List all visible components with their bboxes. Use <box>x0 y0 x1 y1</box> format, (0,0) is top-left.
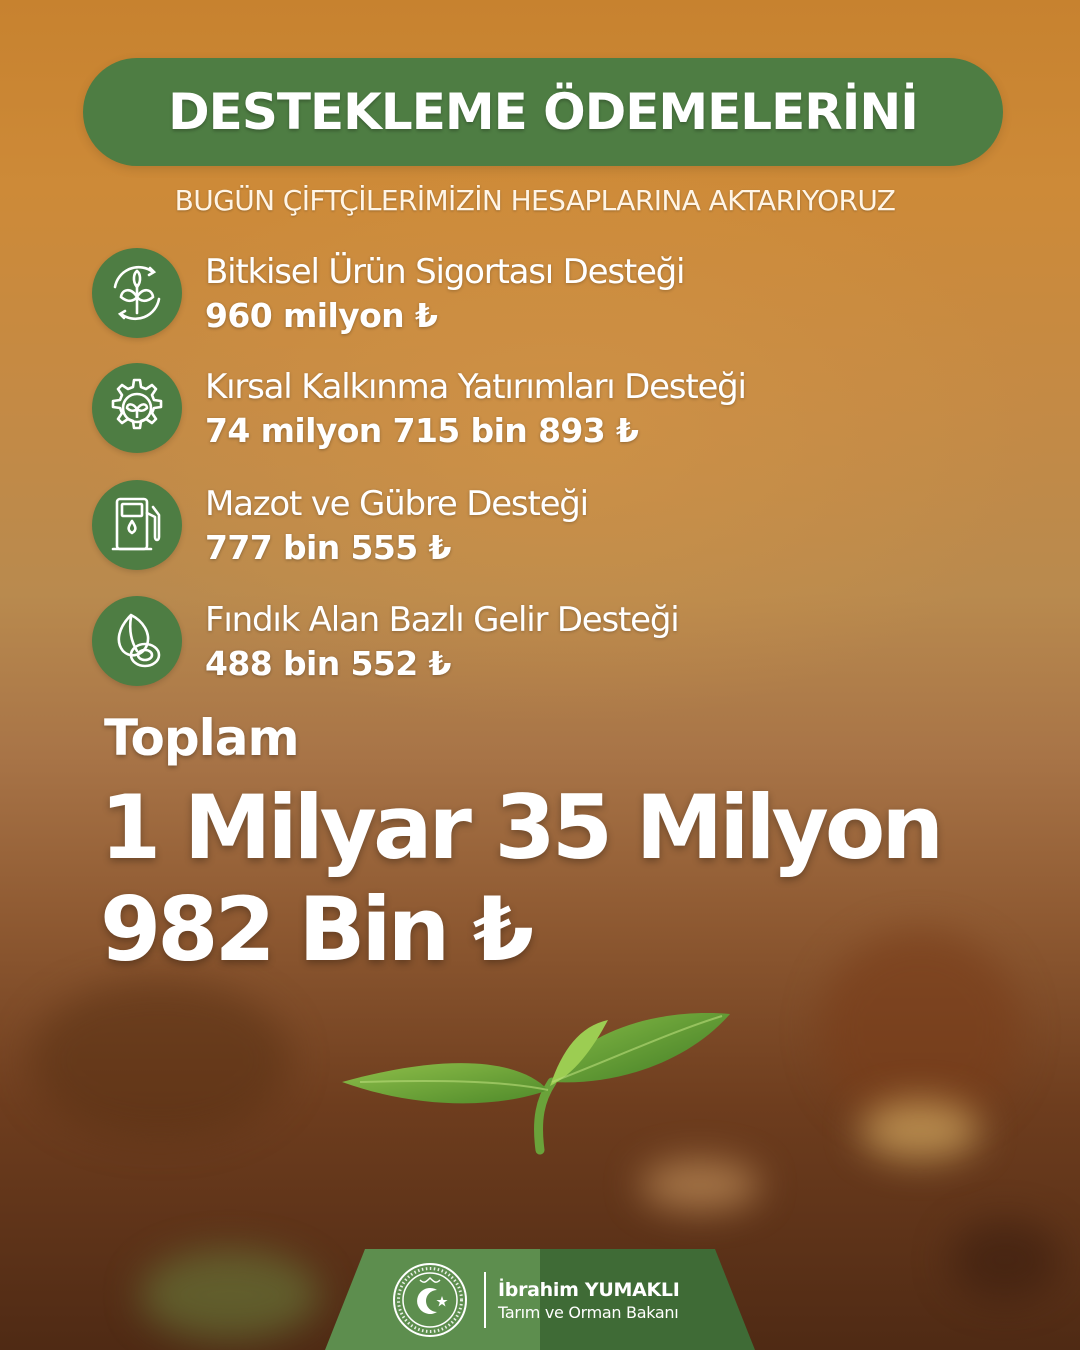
item-amount: 960 milyon ₺ <box>205 296 438 335</box>
support-item-plant-insurance <box>92 248 992 340</box>
bokeh-spot <box>860 1100 980 1160</box>
headline-banner <box>83 58 1003 166</box>
plant-cycle-icon <box>92 248 182 338</box>
minister-info <box>498 1279 680 1322</box>
footer-signature <box>390 1255 720 1345</box>
ministry-emblem-icon <box>390 1260 470 1340</box>
item-label: Mazot ve Gübre Desteği <box>205 484 588 524</box>
total-label: Toplam <box>104 709 299 767</box>
footer-divider <box>484 1272 486 1328</box>
support-item-rural-development <box>92 363 992 455</box>
sprout-illustration <box>330 990 750 1160</box>
support-item-hazelnut <box>92 596 992 688</box>
support-item-fuel-fertilizer <box>92 480 992 572</box>
minister-title: Tarım ve Orman Bakanı <box>498 1302 679 1322</box>
bokeh-spot <box>140 1250 320 1340</box>
item-amount: 777 bin 555 ₺ <box>205 528 451 567</box>
total-amount-line-2: 982 Bin ₺ <box>100 878 531 981</box>
minister-name: İbrahim YUMAKLI <box>498 1278 680 1301</box>
subtitle: BUGÜN ÇİFTÇİLERİMİZİN HESAPLARINA AKTARIYORUZ <box>174 184 896 217</box>
hazelnut-icon <box>92 596 182 686</box>
gear-sprout-icon <box>92 363 182 453</box>
item-label: Bitkisel Ürün Sigortası Desteği <box>205 252 685 292</box>
item-label: Kırsal Kalkınma Yatırımları Desteği <box>205 367 746 407</box>
total-amount-line-1: 1 Milyar 35 Milyon <box>100 776 941 879</box>
item-amount: 488 bin 552 ₺ <box>205 644 451 683</box>
bokeh-spot <box>640 1160 760 1210</box>
bokeh-spot <box>30 980 290 1140</box>
item-label: Fındık Alan Bazlı Gelir Desteği <box>205 600 679 640</box>
bokeh-spot <box>950 1220 1060 1300</box>
fuel-pump-icon <box>92 480 182 570</box>
item-amount: 74 milyon 715 bin 893 ₺ <box>205 411 639 450</box>
headline: DESTEKLEME ÖDEMELERİNİ <box>168 83 918 141</box>
